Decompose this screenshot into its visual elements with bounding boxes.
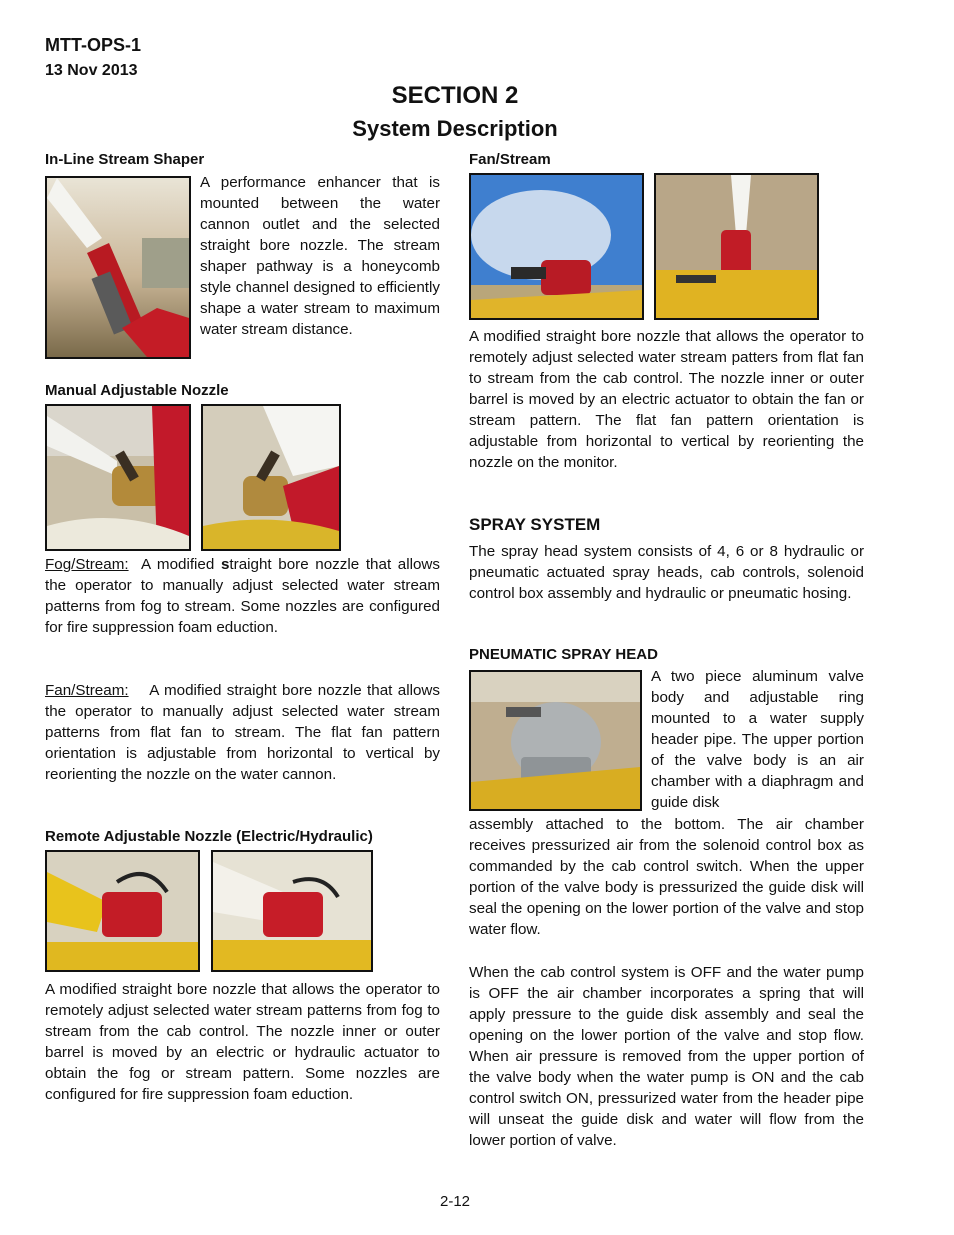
- pneumatic-head-heading: PNEUMATIC SPRAY HEAD: [469, 646, 658, 663]
- pneumatic-spray-head-photo: [469, 670, 642, 811]
- manual-nozzle-photo-1: [45, 404, 191, 551]
- pneumatic-head-text-2: When the cab control system is OFF and the water pump is OFF the air chamber incorporates a spring that will apply pressure to the guide disk assembly and seal the opening on the lower portion of the valve and stop flow. When air pressure is removed from the upper portion of the valve body when the water pump is ON and the cab control switch ON, pressurized water from the header pipe will unseat the guide disk and water will flow from the lower portion of valve.: [469, 964, 864, 1149]
- stream-shaper-photo: [45, 176, 191, 359]
- fog-stream-label: Fog/Stream:: [45, 556, 129, 573]
- pneumatic-head-text-full: assembly attached to the bottom. The air chamber receives pressurized air from the solenoid control box as commanded by the cab control switch. When the upper portion of the valve body is pressurized the guide disk will seal the opening on the lower portion of the valve and stop water flow.: [469, 816, 864, 938]
- fan-stream-photo-2: [654, 173, 819, 320]
- page-number: 2-12: [439, 1193, 471, 1210]
- manual-nozzle-photo-2: [201, 404, 341, 551]
- inline-shaper-heading: In-Line Stream Shaper: [45, 151, 205, 168]
- fan-stream-heading: Fan/Stream: [469, 151, 551, 168]
- fog-stream-paragraph: Fog/Stream: A modified straight bore nozzle that allows the operator to manually adjust selected water stream patterns from fog to stream. Some nozzles are configured for fire suppression foam eduction.: [45, 556, 440, 636]
- spray-system-heading: SPRAY SYSTEM: [469, 515, 601, 534]
- fan-stream-photo-1: [469, 173, 644, 320]
- document-date: 13 Nov 2013: [45, 62, 138, 79]
- remote-nozzle-photo-1: [45, 850, 200, 972]
- remote-nozzle-text: A modified straight bore nozzle that allows the operator to remotely adjust selected water stream patterns from fog to stream from the cab control. The nozzle inner or outer barrel is moved by an electric or hydraulic actuator to obtain the fog or stream pattern. Some nozzles are configured for fire suppression foam eduction.: [45, 981, 440, 1103]
- fan-stream-manual-paragraph: Fan/Stream: A modified straight bore nozzle that allows the operator to manually adjust selected water stream patterns from flat fan to stream. The flat fan pattern orientation is adjustable from horizontal to vertical by reorienting the nozzle on the water cannon.: [45, 682, 440, 783]
- section-title: SECTION 2: [391, 82, 519, 109]
- manual-nozzle-heading: Manual Adjustable Nozzle: [45, 382, 229, 399]
- spray-system-text: The spray head system consists of 4, 6 or 8 hydraulic or pneumatic actuated spray heads, cab controls, solenoid control box assembly and hydraulic or pneumatic hosing.: [469, 543, 864, 602]
- remote-nozzle-heading: Remote Adjustable Nozzle (Electric/Hydraulic): [45, 828, 373, 845]
- section-subtitle: System Description: [352, 116, 558, 141]
- document-id: MTT-OPS-1: [45, 35, 142, 55]
- remote-nozzle-photo-2: [211, 850, 373, 972]
- pneumatic-head-text-side: A two piece aluminum valve body and adjustable ring mounted to a water supply header pipe. The upper portion of the valve body is an air chamber with a diaphragm and guide disk: [651, 668, 864, 811]
- fan-stream-text: A modified straight bore nozzle that allows the operator to remotely adjust selected water stream patters from flat fan to stream from the cab control. The nozzle inner or outer barrel is moved by an electric actuator to obtain the fan or stream pattern. The flat fan pattern orientation is adjustable from horizontal to vertical by reorienting the nozzle on the monitor.: [469, 328, 864, 471]
- fan-stream-label: Fan/Stream:: [45, 682, 129, 699]
- inline-shaper-text: A performance enhancer that is mounted between the water cannon outlet and the selected straight bore nozzle. The stream shaper pathway is a honeycomb style channel designed to efficiently shape a water stream to maximum water stream distance.: [200, 174, 440, 338]
